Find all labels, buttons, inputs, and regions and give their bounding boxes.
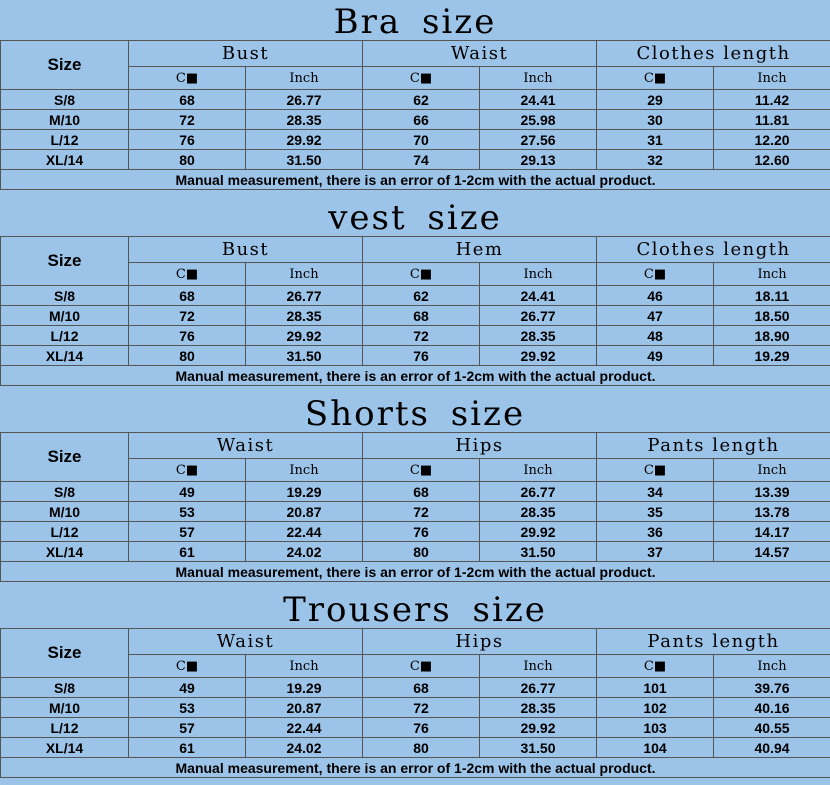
measurement-note: Manual measurement, there is an error of 1-2cm with the actual product. [1,366,830,386]
table-row [1,346,830,366]
table-row [1,502,830,522]
value-cell: 31.50 [246,346,363,366]
value-cell: 57 [129,718,246,738]
size-cell: L/12 [1,522,129,542]
value-cell: 14.57 [714,542,830,562]
value-cell: 29.92 [480,718,597,738]
value-cell: 72 [363,698,480,718]
table-row [1,718,830,738]
value-cell: 74 [363,150,480,170]
value-cell: 62 [363,286,480,306]
size-cell: XL/14 [1,738,129,758]
value-cell: 76 [363,522,480,542]
size-cell: L/12 [1,130,129,150]
value-cell: 104 [597,738,714,758]
value-cell: 30 [597,110,714,130]
size-header: Size [1,41,129,90]
value-cell: 13.39 [714,482,830,502]
measurement-note: Manual measurement, there is an error of 1-2cm with the actual product. [1,170,830,190]
value-cell: 68 [363,678,480,698]
size-cell: S/8 [1,90,129,110]
value-cell: 13.78 [714,502,830,522]
size-cell: M/10 [1,110,129,130]
value-cell: 80 [363,738,480,758]
value-cell: 61 [129,542,246,562]
unit-header: Inch [246,655,363,678]
table-row [1,90,830,110]
value-cell: 26.77 [480,482,597,502]
value-cell: 29 [597,90,714,110]
value-cell: 27.56 [480,130,597,150]
value-cell: 22.44 [246,522,363,542]
value-cell: 68 [129,286,246,306]
size-table [0,40,830,190]
table-row [1,522,830,542]
unit-header: C■ [597,459,714,482]
value-cell: 31.50 [480,738,597,758]
unit-header: Inch [480,67,597,90]
value-cell: 24.02 [246,542,363,562]
table-row [1,542,830,562]
value-cell: 14.17 [714,522,830,542]
value-cell: 39.76 [714,678,830,698]
value-cell: 29.13 [480,150,597,170]
value-cell: 40.16 [714,698,830,718]
value-cell: 80 [129,150,246,170]
unit-header: C■ [363,655,480,678]
group-header: Waist [363,41,597,67]
trousers-size-section [0,588,830,784]
table-row [1,698,830,718]
bra-size-section [0,0,830,196]
unit-header: C■ [363,67,480,90]
table-row [1,326,830,346]
group-header: Pants length [597,433,830,459]
value-cell: 68 [129,90,246,110]
value-cell: 68 [363,482,480,502]
value-cell: 72 [129,110,246,130]
size-cell: S/8 [1,482,129,502]
size-table [0,432,830,582]
value-cell: 76 [129,326,246,346]
value-cell: 35 [597,502,714,522]
table-row [1,482,830,502]
value-cell: 61 [129,738,246,758]
group-header: Clothes length [597,41,830,67]
value-cell: 20.87 [246,502,363,522]
section-title: Shorts size [304,394,526,434]
group-header: Clothes length [597,237,830,263]
table-row [1,110,830,130]
size-cell: XL/14 [1,346,129,366]
value-cell: 53 [129,698,246,718]
value-cell: 48 [597,326,714,346]
group-header: Hips [363,629,597,655]
value-cell: 40.55 [714,718,830,738]
value-cell: 76 [129,130,246,150]
value-cell: 102 [597,698,714,718]
value-cell: 32 [597,150,714,170]
value-cell: 31.50 [480,542,597,562]
value-cell: 46 [597,286,714,306]
section-title: Trousers size [283,590,547,630]
unit-header: C■ [363,263,480,286]
size-cell: M/10 [1,698,129,718]
value-cell: 24.41 [480,286,597,306]
value-cell: 29.92 [246,326,363,346]
unit-header: Inch [246,459,363,482]
value-cell: 47 [597,306,714,326]
value-cell: 57 [129,522,246,542]
unit-header: Inch [480,263,597,286]
value-cell: 28.35 [480,502,597,522]
value-cell: 28.35 [480,326,597,346]
size-table [0,628,830,778]
value-cell: 19.29 [714,346,830,366]
value-cell: 26.77 [480,678,597,698]
size-cell: L/12 [1,326,129,346]
value-cell: 26.77 [246,90,363,110]
value-cell: 72 [129,306,246,326]
value-cell: 72 [363,326,480,346]
measurement-note: Manual measurement, there is an error of 1-2cm with the actual product. [1,758,830,778]
group-header: Bust [129,41,363,67]
unit-header: Inch [714,67,830,90]
value-cell: 18.90 [714,326,830,346]
group-header: Waist [129,433,363,459]
value-cell: 28.35 [246,306,363,326]
value-cell: 19.29 [246,678,363,698]
size-cell: M/10 [1,502,129,522]
table-row [1,738,830,758]
unit-header: C■ [597,67,714,90]
value-cell: 11.81 [714,110,830,130]
value-cell: 72 [363,502,480,522]
value-cell: 25.98 [480,110,597,130]
value-cell: 28.35 [246,110,363,130]
size-cell: XL/14 [1,542,129,562]
group-header: Bust [129,237,363,263]
value-cell: 80 [129,346,246,366]
value-cell: 66 [363,110,480,130]
value-cell: 24.41 [480,90,597,110]
value-cell: 62 [363,90,480,110]
value-cell: 29.92 [480,522,597,542]
value-cell: 31.50 [246,150,363,170]
value-cell: 19.29 [246,482,363,502]
value-cell: 22.44 [246,718,363,738]
value-cell: 76 [363,346,480,366]
value-cell: 37 [597,542,714,562]
table-row [1,306,830,326]
shorts-size-section [0,392,830,588]
value-cell: 34 [597,482,714,502]
value-cell: 68 [363,306,480,326]
value-cell: 103 [597,718,714,738]
unit-header: C■ [597,655,714,678]
size-cell: XL/14 [1,150,129,170]
size-header: Size [1,433,129,482]
size-header: Size [1,237,129,286]
value-cell: 20.87 [246,698,363,718]
size-cell: S/8 [1,286,129,306]
vest-size-section [0,196,830,392]
measurement-note: Manual measurement, there is an error of 1-2cm with the actual product. [1,562,830,582]
value-cell: 28.35 [480,698,597,718]
value-cell: 49 [129,678,246,698]
value-cell: 101 [597,678,714,698]
value-cell: 29.92 [246,130,363,150]
section-title: vest size [328,198,502,238]
size-cell: M/10 [1,306,129,326]
value-cell: 31 [597,130,714,150]
unit-header: C■ [129,459,246,482]
table-row [1,286,830,306]
value-cell: 53 [129,502,246,522]
value-cell: 26.77 [480,306,597,326]
unit-header: Inch [714,263,830,286]
unit-header: C■ [363,459,480,482]
table-row [1,130,830,150]
unit-header: C■ [597,263,714,286]
group-header: Hem [363,237,597,263]
value-cell: 29.92 [480,346,597,366]
value-cell: 18.11 [714,286,830,306]
table-row [1,150,830,170]
size-header: Size [1,629,129,678]
value-cell: 40.94 [714,738,830,758]
size-cell: L/12 [1,718,129,738]
value-cell: 24.02 [246,738,363,758]
value-cell: 80 [363,542,480,562]
size-table [0,236,830,386]
value-cell: 11.42 [714,90,830,110]
value-cell: 49 [129,482,246,502]
unit-header: Inch [714,459,830,482]
value-cell: 26.77 [246,286,363,306]
group-header: Hips [363,433,597,459]
unit-header: Inch [246,263,363,286]
unit-header: Inch [246,67,363,90]
unit-header: Inch [480,459,597,482]
value-cell: 70 [363,130,480,150]
table-row [1,678,830,698]
value-cell: 49 [597,346,714,366]
unit-header: C■ [129,67,246,90]
value-cell: 76 [363,718,480,738]
value-cell: 12.60 [714,150,830,170]
unit-header: Inch [714,655,830,678]
size-cell: S/8 [1,678,129,698]
section-title: Bra size [333,2,497,42]
unit-header: Inch [480,655,597,678]
unit-header: C■ [129,263,246,286]
group-header: Pants length [597,629,830,655]
value-cell: 18.50 [714,306,830,326]
group-header: Waist [129,629,363,655]
value-cell: 36 [597,522,714,542]
unit-header: C■ [129,655,246,678]
value-cell: 12.20 [714,130,830,150]
